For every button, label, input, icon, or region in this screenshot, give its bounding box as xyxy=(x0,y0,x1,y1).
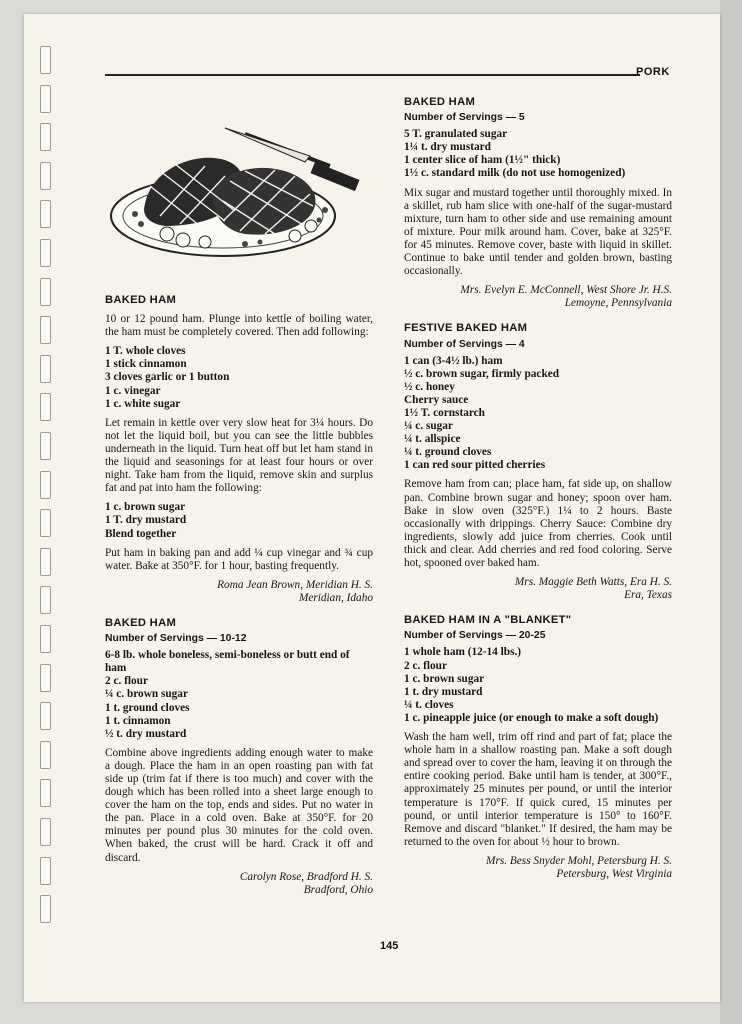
ingredient: 1 c. vinegar xyxy=(105,384,161,397)
author: Mrs. Bess Snyder Mohl, Petersburg H. S. xyxy=(486,854,672,867)
ingredient: 1 t. cinnamon xyxy=(105,714,171,727)
ingredient: 5 T. granulated sugar xyxy=(404,128,508,141)
ingredient: ½ c. honey xyxy=(404,380,455,393)
page-number: 145 xyxy=(380,940,399,952)
ingredient: 1 center slice of ham (1½" thick) xyxy=(404,154,561,167)
ingredient: ¼ t. allspice xyxy=(404,433,461,446)
ingredient: ¼ c. sugar xyxy=(404,420,453,433)
ingredient: 1 t. dry mustard xyxy=(404,685,483,698)
place: Meridian, Idaho xyxy=(298,591,373,604)
recipe-title: BAKED HAM xyxy=(105,294,177,306)
place: Bradford, Ohio xyxy=(303,883,373,896)
ingredient: Cherry sauce xyxy=(404,393,469,406)
binding-hole xyxy=(40,162,51,190)
ingredient: 1 c. white sugar xyxy=(105,397,181,410)
header-rule xyxy=(105,74,640,76)
binding-hole xyxy=(40,818,51,846)
ingredient: 1½ T. cornstarch xyxy=(404,406,485,419)
servings: Number of Servings — 5 xyxy=(404,112,525,124)
right-column xyxy=(404,96,672,893)
recipe-attribution xyxy=(105,579,373,605)
author: Carolyn Rose, Bradford H. S. xyxy=(239,870,373,883)
recipe-directions: Mix sugar and mustard together until thoroughly mixed. In a skillet, rub ham slice with one-half of the sugar-mustard mixture, turn ham to other side and use remaining amount of mixture. Pour milk around ham. Cover, bake at 325°F. for 45 minutes. Remove cover, baste with liquid in skillet. Continue to bake until tender and golden brown, basting occasionally. xyxy=(404,186,672,278)
binding-hole xyxy=(40,471,51,499)
place: Lemoyne, Pennsylvania xyxy=(564,297,672,310)
recipe-attribution xyxy=(105,871,373,897)
ingredient: 1¼ t. dry mustard xyxy=(404,141,491,154)
author: Mrs. Evelyn E. McConnell, West Shore Jr. H.S. xyxy=(460,284,672,297)
ingredient: 1 can (3-4½ lb.) ham xyxy=(404,354,503,367)
binding-hole xyxy=(40,239,51,267)
recipe-intro: 10 or 12 pound ham. Plunge into kettle of boiling water, the ham must be completely covered. Then add following: xyxy=(105,313,373,339)
ingredient: 1 t. ground cloves xyxy=(105,701,190,714)
recipe-attribution xyxy=(404,284,672,310)
ingredient: Blend together xyxy=(105,527,177,540)
binding-hole xyxy=(40,664,51,692)
ingredient: 2 c. flour xyxy=(105,675,148,688)
ingredient-list xyxy=(404,128,672,180)
servings: Number of Servings — 20-25 xyxy=(404,630,546,642)
recipe-title: FESTIVE BAKED HAM xyxy=(404,322,528,335)
author: Mrs. Maggie Beth Watts, Era H. S. xyxy=(514,576,672,589)
ingredient-list xyxy=(105,501,373,540)
ingredient: 1 T. dry mustard xyxy=(105,514,187,527)
recipe-directions: Remove ham from can; place ham, fat side up, on shallow pan. Combine brown sugar and honey; spoon over ham. Bake in slow oven (325°F.) 1¼ to 2 hours. Baste occasionally with drippings. Cherry Sauce: Combine dry ingredients, slowly add juice from cherries. Cook until thick and clear. Add cherries and red food coloring. Serve hot, spooned over baked ham. xyxy=(404,478,672,569)
ingredient: ½ c. brown sugar, firmly packed xyxy=(404,367,560,380)
ingredient: 1 can red sour pitted cherries xyxy=(404,459,546,472)
ingredient-list xyxy=(404,355,672,473)
ingredient-list xyxy=(404,646,672,725)
binding-hole xyxy=(40,702,51,730)
left-column xyxy=(105,294,373,909)
binding-hole xyxy=(40,779,51,807)
binding-hole xyxy=(40,741,51,769)
binding-hole xyxy=(40,432,51,460)
ingredient: ½ t. dry mustard xyxy=(105,727,187,740)
baked-ham-platter-icon xyxy=(105,126,367,264)
ingredient-list xyxy=(105,345,373,410)
recipe-baked-ham-in-blanket xyxy=(404,614,672,881)
binding-hole xyxy=(40,316,51,344)
ingredient: ¼ c. brown sugar xyxy=(105,688,188,701)
binding-hole xyxy=(40,625,51,653)
ingredient: 1 c. brown sugar xyxy=(404,672,485,685)
binding-hole xyxy=(40,857,51,885)
binding-hole xyxy=(40,355,51,383)
ingredient: 1½ c. standard milk (do not use homogenized) xyxy=(404,167,626,180)
servings: Number of Servings — 10-12 xyxy=(105,633,247,645)
recipe-title: BAKED HAM xyxy=(404,96,476,108)
recipe-baked-ham-2 xyxy=(105,617,373,897)
place: Era, Texas xyxy=(624,589,672,602)
ingredient: 1 whole ham (12-14 lbs.) xyxy=(404,646,522,659)
recipe-title: BAKED HAM xyxy=(105,616,177,629)
binding-hole xyxy=(40,200,51,228)
recipe-festive-baked-ham xyxy=(404,322,672,602)
ingredient: 1 c. brown sugar xyxy=(105,501,186,514)
recipe-directions: Let remain in kettle over very slow heat for 3¼ hours. Do not let the liquid boil, but you can see the little bubbles underneath in the liquid. Turn heat off but let ham stand in the liquid and seasonings for at least four hours or over night. Take ham from the liquid, remove skin and surplus fat and pat into ham the following: xyxy=(105,416,373,495)
ingredient: 1 stick cinnamon xyxy=(105,358,187,371)
place: Petersburg, West Virginia xyxy=(556,867,672,880)
binding-hole xyxy=(40,278,51,306)
binding-hole xyxy=(40,123,51,151)
ingredient: 1 c. pineapple juice (or enough to make a soft dough) xyxy=(404,711,659,724)
recipe-directions: Wash the ham well, trim off rind and part of fat; place the whole ham in a shallow roasting pan. Make a soft dough and spread over to cover the ham, leaving it on through the entire cooking period. Bake until ham is tender, at 300°F., approximately 25 minutes per pound, or until the interior temperature is 170°F. If quick cured, 15 minutes per pound, or until interior temperature is 150° to 160°F. Remove and discard "blanket." If desired, the ham may be returned to the oven for about ½ hour to brown. xyxy=(404,731,672,848)
binding-edge xyxy=(720,0,742,1024)
ingredient: ¼ t. ground cloves xyxy=(404,446,492,459)
recipe-attribution xyxy=(404,576,672,602)
ingredient: 2 c. flour xyxy=(404,659,447,672)
recipe-baked-ham-3 xyxy=(404,96,672,310)
recipe-directions: Combine above ingredients adding enough water to make a dough. Place the ham in an open roasting pan with fat side up (trim fat if there is too much) and cover with the dough which has been rolled into a sheet large enough to cover the ham on the top, ends and sides. Put no water in the pan. Place in a cold oven. Bake at 350°F. for 20 minutes per pound plus 30 minutes for the cold oven. When baked, the crust will be hard. Crack it off and discard. xyxy=(105,746,373,864)
ingredient: ¼ t. cloves xyxy=(404,698,454,711)
ingredient: 3 cloves garlic or 1 button xyxy=(105,371,230,384)
binding-hole xyxy=(40,509,51,537)
recipe-baked-ham-1 xyxy=(105,294,373,605)
recipe-attribution xyxy=(404,855,672,881)
ingredient-list xyxy=(105,649,373,741)
recipe-directions: Put ham in baking pan and add ¼ cup vinegar and ¾ cup water. Bake at 350°F. for 1 hour, basting frequently. xyxy=(105,546,373,572)
section-label: PORK xyxy=(636,66,670,78)
binding-hole xyxy=(40,895,51,923)
binding-hole xyxy=(40,393,51,421)
binding-hole xyxy=(40,586,51,614)
ingredient: 6-8 lb. whole boneless, semi-boneless or butt end of ham xyxy=(105,649,350,675)
binding-hole xyxy=(40,548,51,576)
binding-hole xyxy=(40,85,51,113)
ingredient: 1 T. whole cloves xyxy=(105,345,186,358)
binding-hole xyxy=(40,46,51,74)
author: Roma Jean Brown, Meridian H. S. xyxy=(217,578,373,591)
servings: Number of Servings — 4 xyxy=(404,338,525,350)
recipe-title: BAKED HAM IN A "BLANKET" xyxy=(404,614,572,627)
